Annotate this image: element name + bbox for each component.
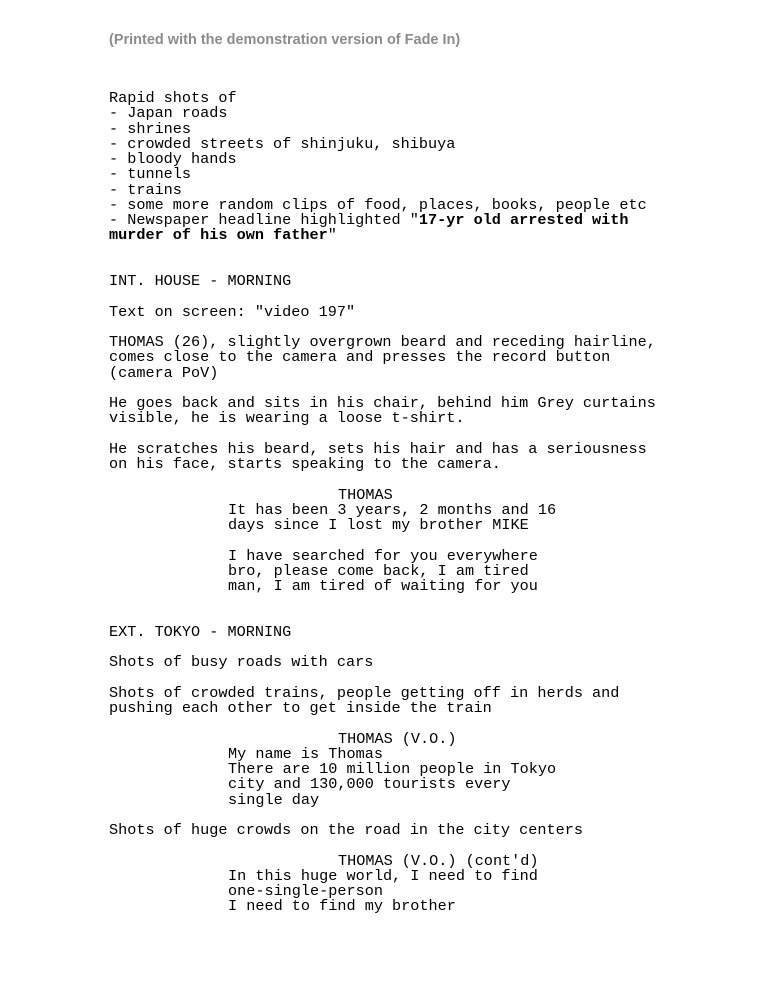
dialogue-line: I need to find my brother [228,897,456,916]
montage-item: - Japan roads [109,104,228,123]
scene-heading: INT. HOUSE - MORNING [109,272,292,290]
action-line: pushing each other to get inside the train [109,699,492,717]
montage-item: - shrines [109,119,192,138]
montage-item: - trains [109,180,182,199]
demo-watermark: (Printed with the demonstration version of Fade In) [109,32,461,48]
action-line: Shots of busy roads with cars [109,653,374,672]
screenplay-page [109,91,729,915]
action-line: Text on screen: "video 197" [109,302,356,321]
montage-intro: Rapid shots of [109,89,237,107]
action-line: Shots of crowded trains, people getting off in herds and [109,683,620,702]
headline-line-2 [109,228,729,243]
montage-item: - crowded streets of shinjuku, shibuya [109,134,456,153]
headline-text-1: 17-yr old arrested with [418,211,629,229]
dialogue-line: In this huge world, I need to find [228,866,538,885]
action-line: (camera PoV) [109,363,219,382]
action-line: He goes back and sits in his chair, behind him Grey curtains [109,394,656,412]
dialogue-line: I have searched for you everywhere [228,546,538,565]
dialogue-line: It has been 3 years, 2 months and 16 [228,500,557,519]
dialogue-line: single day [228,790,320,809]
character-cue: THOMAS (V.O.) [338,729,457,748]
dialogue-line: one-single-person [228,882,383,900]
dialogue-line: man, I am tired of waiting for you [228,577,538,595]
montage-item: - some more random clips of food, places, books, people etc [109,195,647,214]
dialogue-line: My name is Thomas [228,744,383,763]
action-line: visible, he is wearing a loose t-shirt. [109,409,465,428]
action-line: Shots of huge crowds on the road in the city centers [109,821,583,839]
headline-prefix: - Newspaper headline highlighted " [109,211,419,229]
headline-suffix: " [327,226,337,245]
action-line: on his face, starts speaking to the camera. [109,455,501,473]
headline-text-2: murder of his own father [109,226,328,245]
action-line: THOMAS (26), slightly overgrown beard and receding hairline, [109,333,656,351]
character-cue: THOMAS (V.O.) (cont'd) [338,851,539,870]
montage-item: - tunnels [109,165,192,184]
montage-item: - bloody hands [109,150,237,168]
scene-heading: EXT. TOKYO - MORNING [109,622,292,641]
character-cue: THOMAS [338,485,393,504]
dialogue-line: There are 10 million people in Tokyo [228,760,557,778]
dialogue-line: days since I lost my brother MIKE [228,516,529,534]
action-line: He scratches his beard, sets his hair and has a seriousness [109,439,647,458]
action-line: comes close to the camera and presses the record button [109,348,611,367]
dialogue-line: city and 130,000 tourists every [228,775,511,794]
dialogue-line: bro, please come back, I am tired [228,561,529,580]
